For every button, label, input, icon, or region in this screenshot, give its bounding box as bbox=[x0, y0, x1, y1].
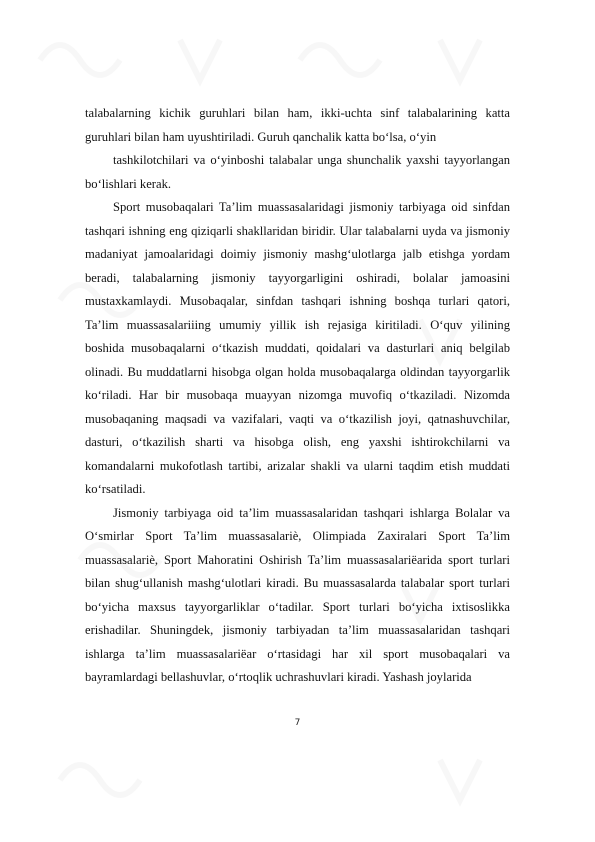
paragraph-sport-competitions: Sport musobaqalari Ta’lim muassasalaridagi jismoniy tarbiyaga oid sinfdan tashqari ishning eng qiziqarli shakllaridan biridir. Ular talabalarni uyda va jismoniy madaniyat jamoalaridagi doimiy jismoniy mashg‘ulotlarga jalb etishga yordam beradi, talabalarning jismoniy tayyorgarligini oshiradi, bolalar jamoasini mustaxkamlaydi. Musobaqalar, sinfdan tashqari ishning boshqa turlari qatori, Ta’lim muassasalariiing umumiy yillik ish rejasiga kiritiladi. O‘quv yilining boshida musobaqalarni o‘tkazish muddati, qoidalari va dasturlari aniq belgilab olinadi. Bu muddatlarni hisobga olgan holda musobaqalarga oldindan tayyorgarlik ko‘riladi. Har bir musobaqa muayyan nizomga muvofiq o‘tkaziladi. Nizomda musobaqaning maqsadi va vazifalari, vaqti va o‘tkazilish joyi, qatnashuvchilar, dasturi, o‘tkazilish sharti va hisobga olish, eng yaxshi ishtirokchilarni va komandalarni mukofotlash tartibi, arizalar shakli va ularni taqdim etish muddati ko‘rsatiladi. bbox=[85, 200, 510, 496]
page-number: 7 bbox=[294, 718, 301, 728]
paragraph-continuation: talabalarning kichik guruhlari bilan ham, ikki-uchta sinf talabalarining katta guruhlari bilan ham uyushtiriladi. Guruh qanchalik katta bo‘lsa, o‘yin bbox=[85, 106, 510, 144]
paragraph-extracurricular-activities: Jismoniy tarbiyaga oid ta’lim muassasalaridan tashqari ishlarga Bolalar va O‘smirlar Sport Ta’lim muassasalariè, Olimpiada Zaxiralari Sport Ta’lim muassasalariè, Sport Mahoratini Oshirish Ta’lim muassasalariëarida sport turlari bilan shug‘ullanish mashg‘ulotlari kiradi. Bu muassasalarda talabalar sport turlari bo‘yicha maxsus tayyorgarliklar o‘tadilar. Sport turlari bo‘yicha ixtisoslikka erishadilar. Shuningdek, jismoniy tarbiyadan ta’lim muassasalaridan tashqari ishlarga ta’lim muassasalariëar o‘rtasidagi har xil sport musobaqalari va bayramlardagi bellashuvlar, o‘rtoqlik uchrashuvlari kiradi. Yashash joylarida bbox=[85, 505, 510, 684]
paragraph-organizers: tashkilotchilari va o‘yinboshi talabalar unga shunchalik yaxshi tayyorlangan bo‘lishlari kerak. bbox=[85, 153, 510, 191]
document-body bbox=[85, 102, 510, 690]
